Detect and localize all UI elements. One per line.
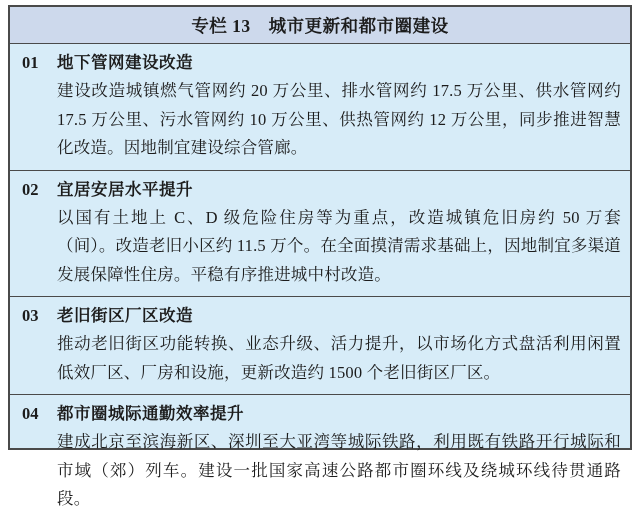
column-panel (8, 5, 632, 508)
section-number: 01 (22, 53, 39, 72)
section-body-text: 以国有土地上 C、D 级危险住房等为重点，改造城镇危旧房约 50 万套（间）。改造老旧小区约 11.5 万个。在全面摸清需求基础上，因地制宜多渠道发展保障性住房。平稳有序推进城中村改造。 (57, 207, 621, 284)
section-body-text: 建设改造城镇燃气管网约 20 万公里、排水管网约 17.5 万公里、供水管网约 17.5 万公里、污水管网约 10 万公里、供热管网约 12 万公里，同步推进智慧化改造。因地制宜建设综合管廊。 (57, 81, 621, 157)
section-title: 都市圈城际通勤效率提升 (57, 404, 244, 423)
section-old-district-renovation (10, 297, 630, 395)
section-title: 老旧街区厂区改造 (57, 306, 193, 325)
panel-title: 专栏 13 城市更新和都市圈建设 (191, 15, 449, 36)
section-number: 02 (22, 179, 39, 199)
panel-title-band (10, 7, 630, 44)
section-heading (22, 49, 622, 77)
section-number: 04 (22, 404, 39, 423)
section-title: 地下管网建设改造 (57, 53, 193, 72)
section-body-text: 建成北京至滨海新区、深圳至大亚湾等城际铁路，利用既有铁路开行城际和市域（郊）列车。建设一批国家高速公路都市圈环线及绕城环线待贯通路段。 (57, 432, 621, 508)
section-number: 03 (22, 306, 39, 325)
section-heading (22, 176, 622, 204)
section-livable-housing (10, 171, 630, 298)
section-body-text: 推动老旧街区功能转换、业态升级、活力提升，以市场化方式盘活利用闲置低效厂区、厂房和设施，更新改造约 1500 个老旧街区厂区。 (57, 334, 621, 382)
section-title: 宜居安居水平提升 (57, 179, 193, 199)
section-heading (22, 400, 622, 428)
section-metro-commuting (10, 395, 630, 521)
section-heading (22, 302, 622, 330)
section-underground-pipelines (10, 44, 630, 171)
